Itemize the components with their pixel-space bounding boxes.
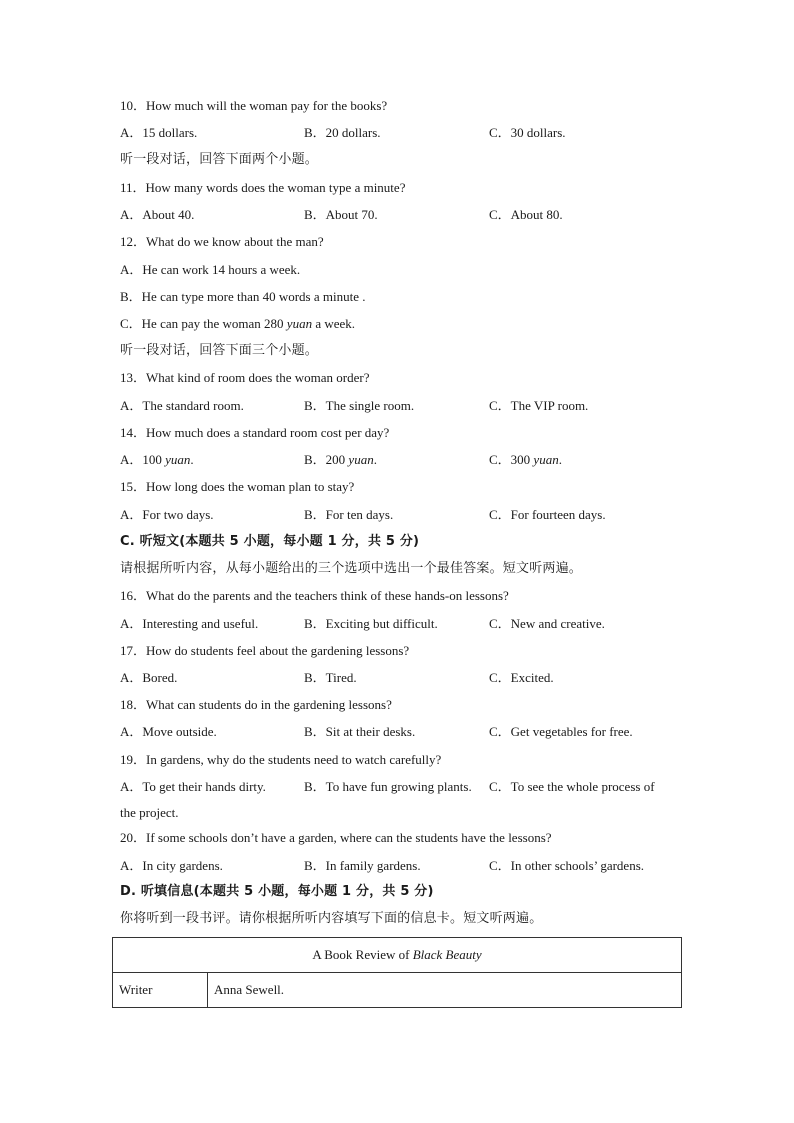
q12c-yuan: yuan [286, 316, 313, 331]
question-16-stem: 16．What do the parents and the teachers think of these hands-on lessons? [120, 588, 509, 603]
question-15-option-a: A．For two days. [120, 507, 214, 522]
question-10-option-b: B．20 dollars. [304, 125, 381, 140]
question-18-option-a: A．Move outside. [120, 724, 217, 739]
question-10-option-c: C．30 dollars. [489, 125, 566, 140]
question-10-stem: 10．How much will the woman pay for the books? [120, 98, 388, 113]
question-19-option-c-continued: the project. [120, 805, 179, 820]
q14b-text: B．200 [304, 452, 349, 467]
question-13-option-c: C．The VIP room. [489, 398, 589, 413]
question-11-option-c: C．About 80. [489, 207, 563, 222]
question-13-stem: 13．What kind of room does the woman order? [120, 370, 370, 385]
question-15-stem: 15．How long does the woman plan to stay? [120, 479, 355, 494]
book-review-table [112, 937, 682, 1008]
q14c-yuan: yuan [533, 452, 559, 467]
question-17-option-b: B．Tired. [304, 670, 357, 685]
question-20-stem: 20．If some schools don’t have a garden, where can the students have the lessons? [120, 830, 552, 845]
question-11-option-a: A．About 40. [120, 207, 195, 222]
question-14-stem: 14．How much does a standard room cost per day? [120, 425, 390, 440]
part-d-title: D. 听填信息(本题共 5 小题，每小题 1 分，共 5 分) [120, 884, 434, 899]
question-20-option-b: B．In family gardens. [304, 858, 421, 873]
question-19-option-c: C．To see the whole process of [489, 779, 655, 794]
question-12-option-c [120, 316, 355, 332]
question-13-option-b: B．The single room. [304, 398, 415, 413]
question-11-option-b: B．About 70. [304, 207, 378, 222]
question-18-option-c: C．Get vegetables for free. [489, 724, 633, 739]
q14b-yuan: yuan [348, 452, 374, 467]
part-c-instruction: 请根据所听内容，从每小题给出的三个选项中选出一个最佳答案。短文听两遍。 [120, 561, 583, 576]
writer-value: Anna Sewell. [208, 973, 682, 1008]
question-19-option-a: A．To get their hands dirty. [120, 779, 266, 794]
question-18-option-b: B．Sit at their desks. [304, 724, 416, 739]
q12c-text-a: C．He can pay the woman 280 [120, 316, 287, 331]
question-14-option-a [120, 452, 194, 468]
question-12-option-b: B．He can type more than 40 words a minute . [120, 289, 366, 304]
question-14-option-c [489, 452, 562, 468]
q14b-end: . [373, 452, 377, 467]
review-title-cell [113, 938, 682, 973]
q12c-text-b: a week. [312, 316, 356, 331]
part-c-title: C. 听短文(本题共 5 小题，每小题 1 分，共 5 分) [120, 534, 420, 549]
question-12-stem: 12．What do we know about the man? [120, 234, 324, 249]
q14a-text: A．100 [120, 452, 166, 467]
dialog-instruction-three: 听一段对话，回答下面三个小题。 [120, 343, 319, 358]
question-13-option-a: A．The standard room. [120, 398, 244, 413]
q14a-yuan: yuan [165, 452, 191, 467]
question-18-stem: 18．What can students do in the gardening lessons? [120, 697, 392, 712]
q14a-end: . [190, 452, 194, 467]
question-14-option-b [304, 452, 377, 468]
question-15-option-c: C．For fourteen days. [489, 507, 606, 522]
writer-label: Writer [113, 973, 208, 1008]
part-d-instruction: 你将听到一段书评。请你根据所听内容填写下面的信息卡。短文听两遍。 [120, 911, 543, 926]
question-16-option-b: B．Exciting but difficult. [304, 616, 438, 631]
question-15-option-b: B．For ten days. [304, 507, 394, 522]
question-12-option-a: A．He can work 14 hours a week. [120, 262, 301, 277]
question-20-option-c: C．In other schools’ gardens. [489, 858, 645, 873]
question-16-option-c: C．New and creative. [489, 616, 605, 631]
review-title-prefix: A Book Review of [312, 947, 413, 962]
review-row-writer [113, 973, 682, 1008]
question-17-option-c: C．Excited. [489, 670, 554, 685]
question-17-option-a: A．Bored. [120, 670, 178, 685]
question-19-option-b: B．To have fun growing plants. [304, 779, 472, 794]
question-11-stem: 11．How many words does the woman type a minute? [120, 180, 406, 195]
question-17-stem: 17．How do students feel about the gardening lessons? [120, 643, 410, 658]
review-title-row [113, 938, 682, 973]
question-16-option-a: A．Interesting and useful. [120, 616, 259, 631]
q14c-end: . [558, 452, 562, 467]
question-20-option-a: A．In city gardens. [120, 858, 223, 873]
q14c-text: C．300 [489, 452, 534, 467]
question-19-stem: 19．In gardens, why do the students need to watch carefully? [120, 752, 442, 767]
question-10-option-a: A．15 dollars. [120, 125, 198, 140]
review-title-book: Black Beauty [412, 947, 482, 962]
dialog-instruction-two: 听一段对话，回答下面两个小题。 [120, 152, 319, 167]
